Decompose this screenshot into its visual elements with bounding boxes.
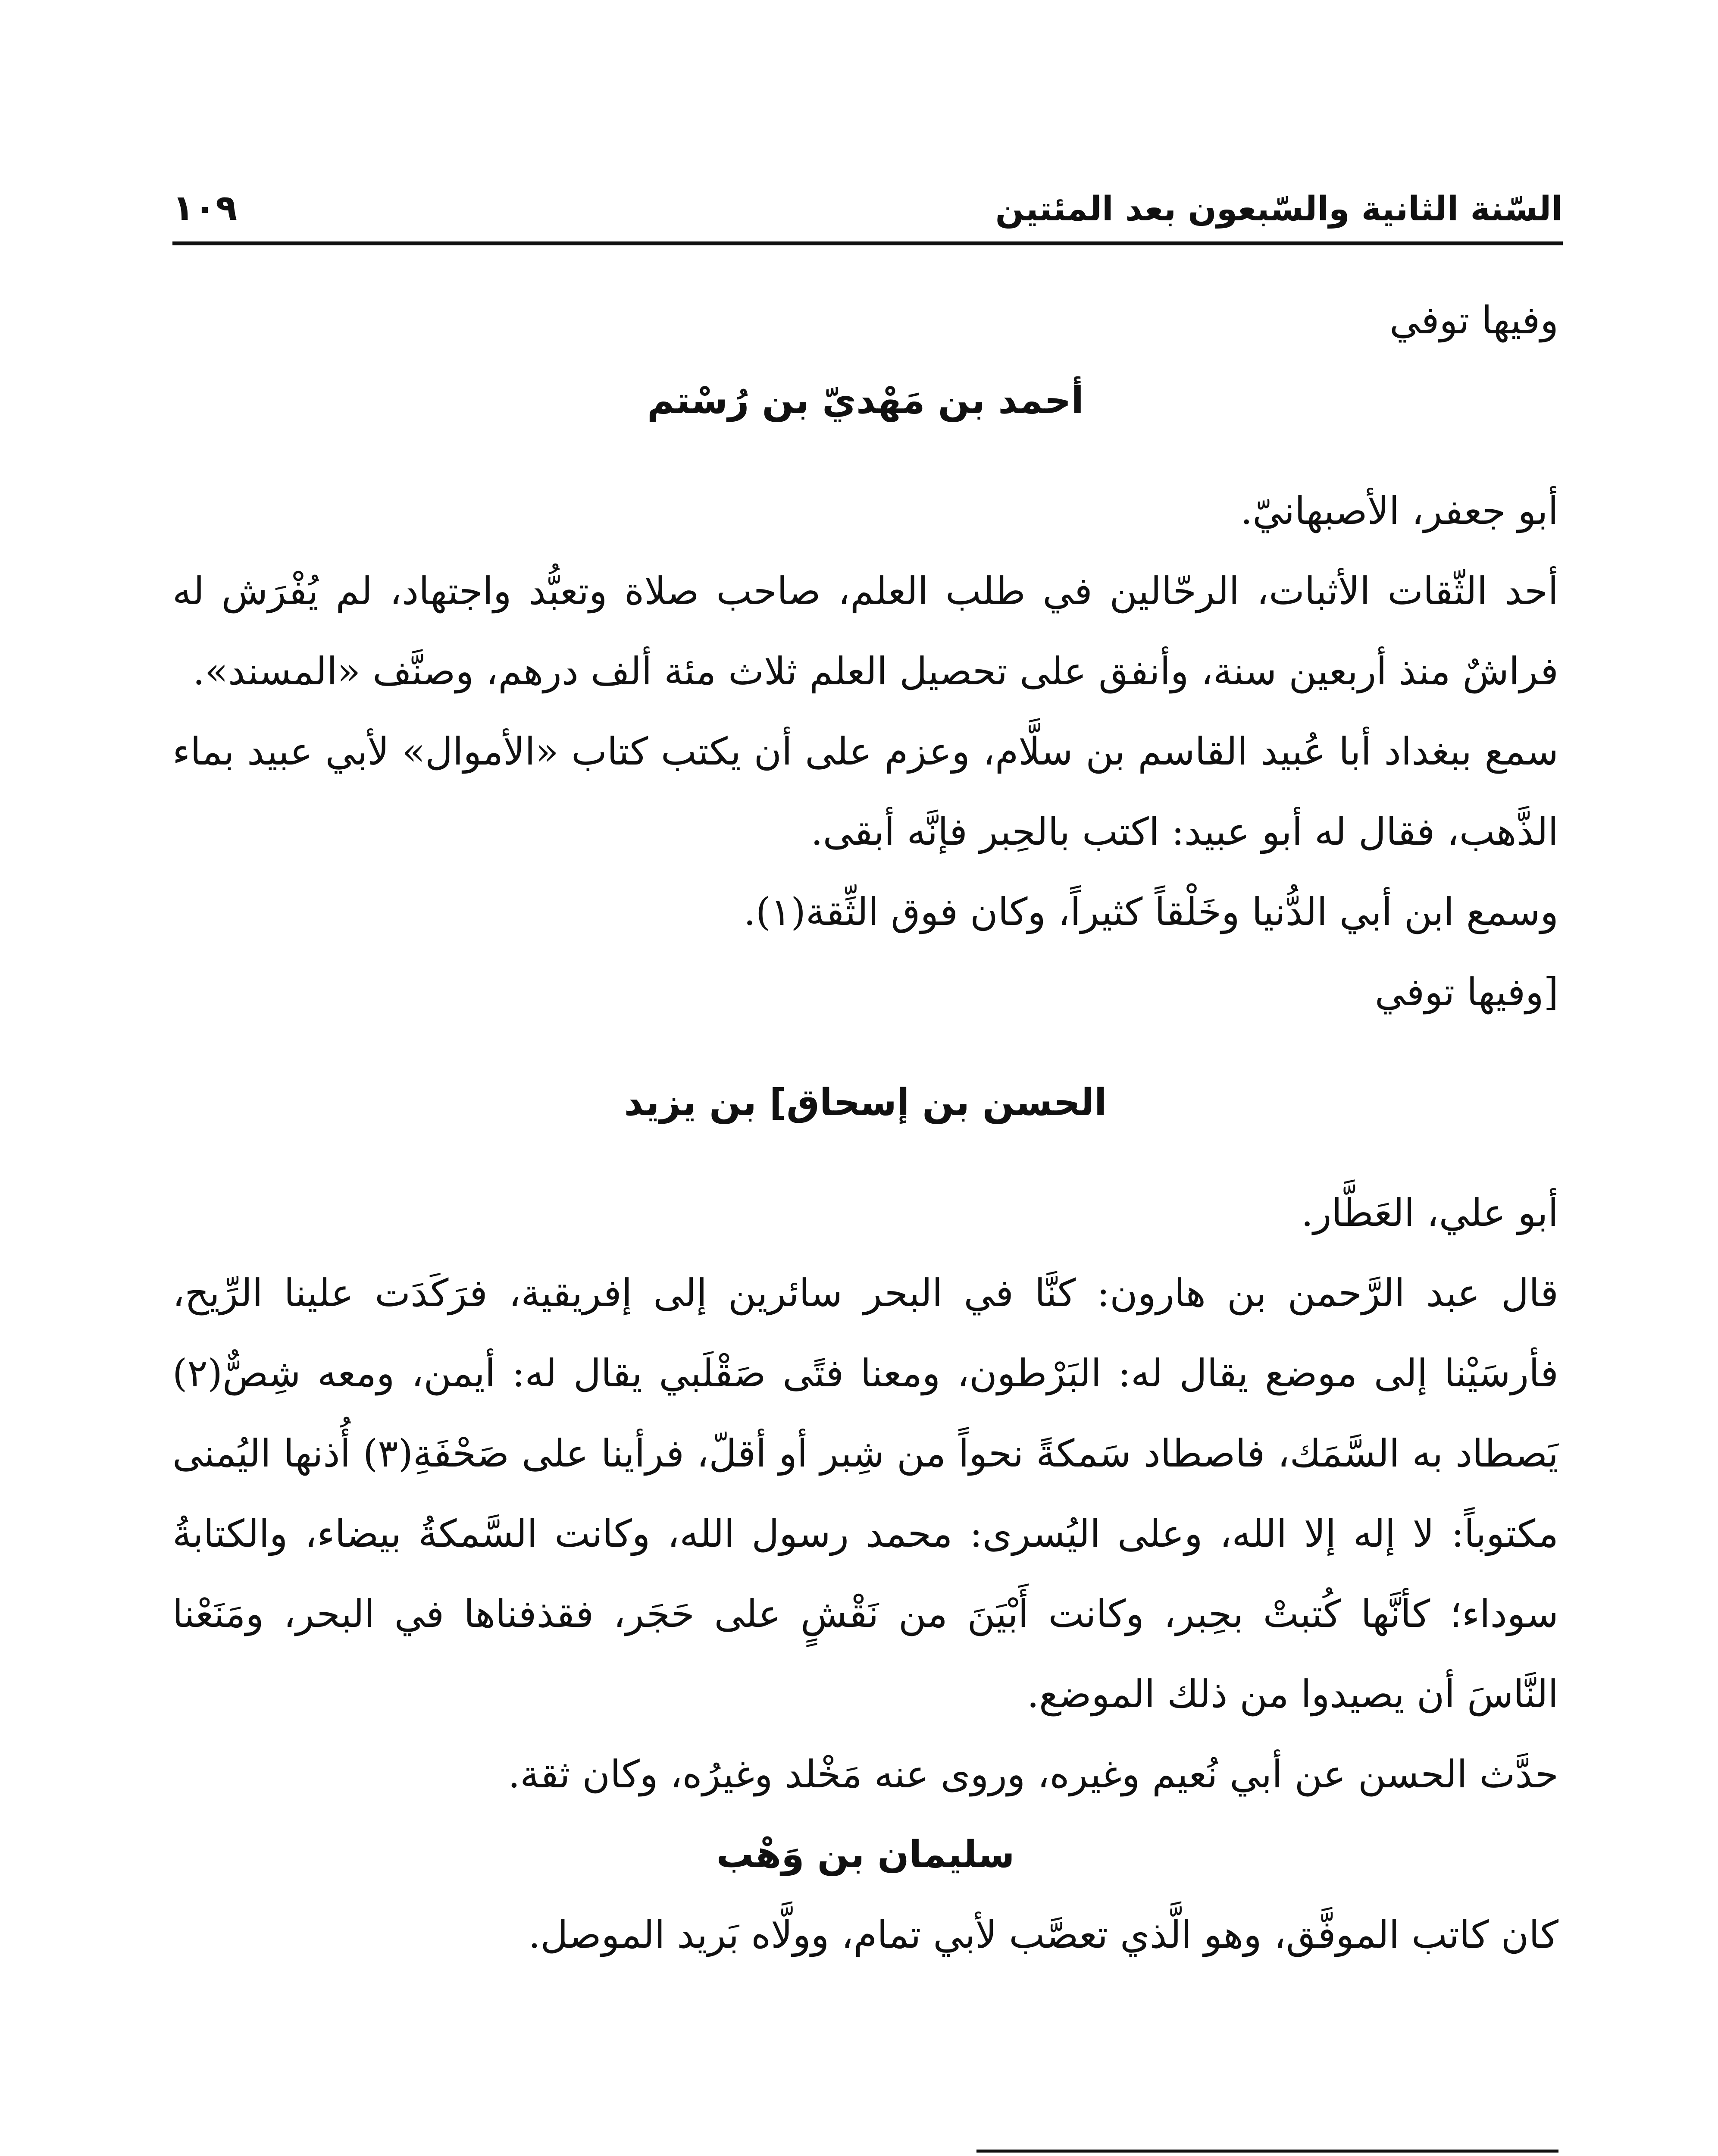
biography-heading: الحسن بن إسحاق] بن يزيد xyxy=(624,1081,1107,1124)
running-header xyxy=(172,155,1563,245)
paragraph: كان كاتب الموفَّق، وهو الَّذي تعصَّب لأبي تمام، وولَّاه بَريد الموصل. xyxy=(528,1912,1558,1957)
paragraph: سمع ببغداد أبا عُبيد القاسم بن سلَّام، وعزم على أن يكتب كتاب «الأموال» لأبي عبيد بماء الذَّهب، فقال له أبو عبيد: اكتب بالحِبر فإنَّه أبقى. xyxy=(172,729,1558,854)
page-number: ١٠٩ xyxy=(172,188,238,229)
biography-heading: أحمد بن مَهْديّ بن رُسْتم xyxy=(647,379,1084,422)
section-intro: وفيها توفي xyxy=(1389,298,1558,342)
biography-heading: سليمان بن وَهْب xyxy=(716,1833,1015,1876)
paragraph: أبو علي، العَطَّار. xyxy=(1301,1191,1558,1235)
paragraph: وسمع ابن أبي الدُّنيا وخَلْقاً كثيراً، وكان فوق الثِّقة(١). xyxy=(743,890,1558,934)
running-title: السّنة الثانية والسّبعون بعد المئتين xyxy=(995,190,1563,229)
footnote-separator xyxy=(976,2150,1558,2153)
paragraph: أحد الثّقات الأثبات، الرحّالين في طلب العلم، صاحب صلاة وتعبُّد واجتهاد، لم يُفْرَش له فراشٌ منذ أربعين سنة، وأنفق على تحصيل العلم ثلاث مئة ألف درهم، وصنَّف «المسند». xyxy=(172,569,1558,693)
main-text xyxy=(172,280,1558,1975)
paragraph: قال عبد الرَّحمن بن هارون: كنَّا في البحر سائرين إلى إفريقية، فرَكَدَت علينا الرِّيح، فأرسَيْنا إلى موضع يقال له: البَرْطون، ومعنا فتًى صَقْلَبي يقال له: أيمن، ومعه شِصٌّ(٢) يَصطاد به السَّمَك، فاصطاد سَمكةً نحواً من شِبر أو أقلّ، فرأينا على صَحْفَةِ(٣) أُذنها اليُمنى مكتوباً: لا إله إلا الله، وعلى اليُسرى: محمد رسول الله، وكانت السَّمكةُ بيضاء، والكتابةُ سوداء؛ كأنَّها كُتبتْ بحِبر، وكانت أَبْيَنَ من نَقْشٍ على حَجَر، فقذفناها في البحر، ومَنَعْنا النَّاسَ أن يصيدوا من ذلك الموضع. xyxy=(172,1271,1559,1716)
paragraph: حدَّث الحسن عن أبي نُعيم وغيره، وروى عنه مَخْلد وغيرُه، وكان ثقة. xyxy=(508,1752,1558,1796)
paragraph: أبو جعفر، الأصبهانيّ. xyxy=(1240,489,1558,533)
section-intro: [وفيها توفي xyxy=(1374,970,1558,1014)
